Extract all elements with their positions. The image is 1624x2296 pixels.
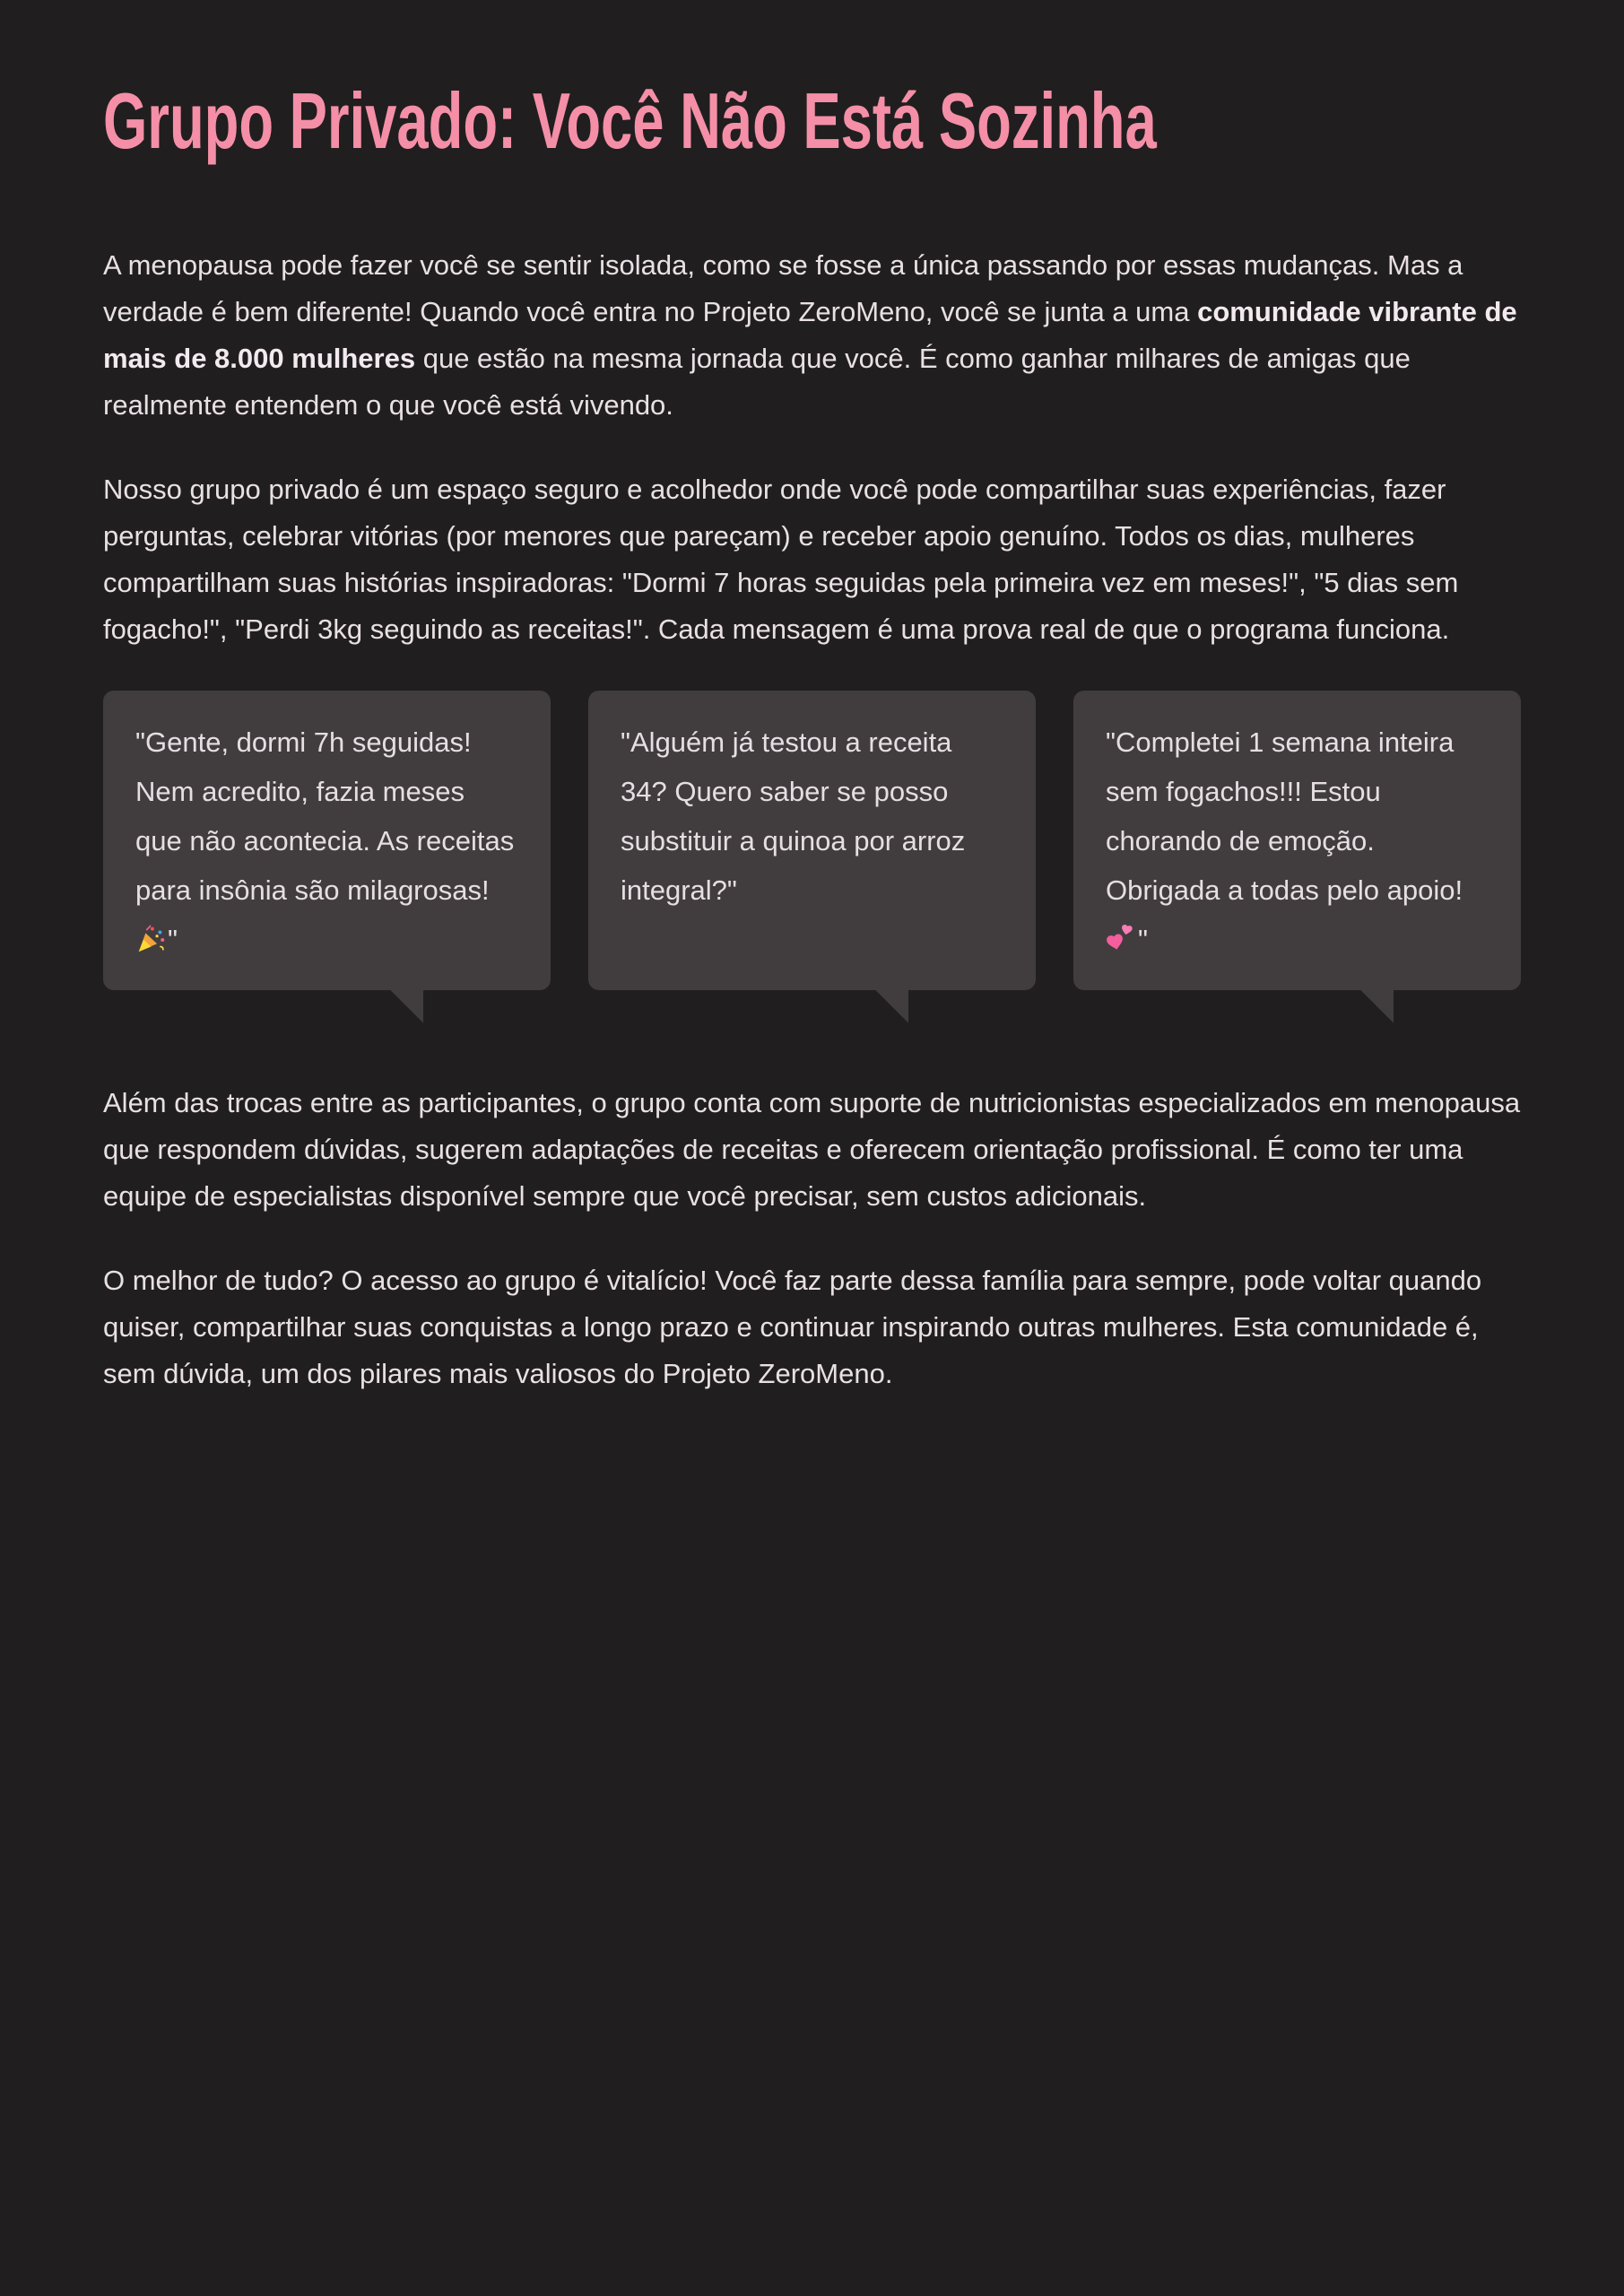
paragraph-nutritionists: Além das trocas entre as participantes, o grupo conta com suporte de nutricionistas especializados em menopausa que respondem dúvidas, sugerem adaptações de receitas e oferecem orientação profissional. É como ter uma equipe de especialistas disponível sempre que você precisar, sem custos adicionais. [103,1087,1521,1212]
page [103,0,1521,1397]
party-popper-icon [135,924,166,954]
testimonial-card [1073,691,1521,990]
speech-bubble-tail [1359,989,1394,1023]
testimonial-closing-quote: " [1138,924,1149,955]
paragraph-intro-text: A menopausa pode fazer você se sentir isolada, como se fosse a única passando por essas mudanças. Mas a verdade é bem diferente! Quando você entra no Projeto ZeroMeno, você se junta a uma [103,249,1463,327]
page-title [103,67,1521,174]
testimonial-text: "Gente, dormi 7h seguidas! Nem acredito, fazia meses que não acontecia. As receitas para insônia são milagrosas! [135,726,515,906]
paragraph-intro-text-after: que estão na mesma jornada que você. É como ganhar milhares de amigas que realmente entendem o que você está vivendo. [103,343,1411,421]
testimonial-text: "Completei 1 semana inteira sem fogachos!!! Estou chorando de emoção. Obrigada a todas pelo apoio! [1106,726,1463,906]
speech-bubble-tail [389,989,423,1023]
two-hearts-icon [1106,924,1136,954]
speech-bubble-tail [874,989,908,1023]
highlight-community: comunidade vibrante de mais de 8.000 mulheres [103,296,1517,374]
paragraph-group-space: Nosso grupo privado é um espaço seguro e acolhedor onde você pode compartilhar suas experiências, fazer perguntas, celebrar vitórias (por menores que pareçam) e receber apoio genuíno. Todos os dias, mulheres compartilham suas histórias inspiradoras: "Dormi 7 horas seguidas pela primeira vez em meses!", "5 dias sem fogacho!", "Perdi 3kg seguindo as receitas!". Cada mensagem é uma prova real de que o programa funciona. [103,474,1459,645]
testimonial-closing-quote: " [168,924,178,955]
testimonial-text: "Alguém já testou a receita 34? Quero saber se posso substituir a quinoa por arroz integral?" [621,726,966,906]
testimonial-card [103,691,551,990]
testimonials-row [103,691,1521,990]
testimonial-card [588,691,1036,990]
page-title-text: Grupo Privado: Você Não Está Sozinha [103,76,1157,165]
paragraph-intro [103,242,1521,429]
paragraph-lifetime-access: O melhor de tudo? O acesso ao grupo é vitalício! Você faz parte dessa família para sempre, pode voltar quando quiser, compartilhar suas conquistas a longo prazo e continuar inspirando outras mulheres. Esta comunidade é, sem dúvida, um dos pilares mais valiosos do Projeto ZeroMeno. [103,1265,1482,1389]
